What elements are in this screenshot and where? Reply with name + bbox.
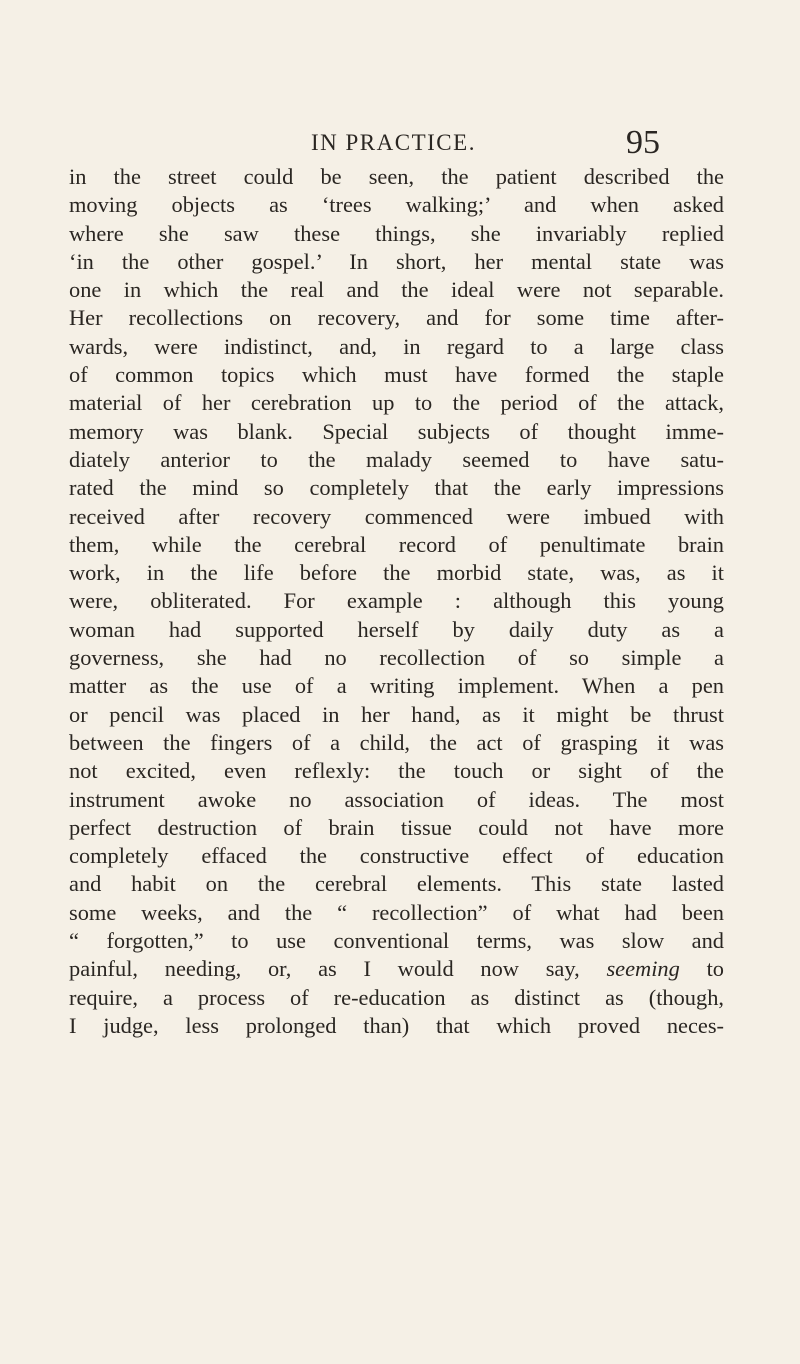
text-line: wards, were indistinct, and, in regard to a large class: [69, 333, 724, 359]
page-number: 95: [626, 124, 660, 161]
body-text: [69, 163, 724, 1040]
text-line: or pencil was placed in her hand, as it might be thrust: [69, 701, 724, 727]
text-line: them, while the cerebral record of penultimate brain: [69, 531, 724, 557]
running-head: IN PRACTICE.: [311, 130, 476, 155]
text-line: perfect destruction of brain tissue could not have more: [69, 814, 724, 840]
text-line: one in which the real and the ideal were not separable.: [69, 277, 724, 303]
text-line: received after recovery commenced were imbued with: [69, 503, 724, 529]
text-line: diately anterior to the malady seemed to have satu-: [69, 446, 724, 472]
text-line: were, obliterated. For example : although this young: [69, 588, 724, 614]
text-line: I judge, less prolonged than) that which proved neces-: [69, 1012, 724, 1038]
text-line: where she saw these things, she invariably replied: [69, 220, 724, 246]
text-segment: to: [706, 956, 724, 982]
text-line-with-italic: [69, 955, 724, 983]
text-line: of common topics which must have formed the staple: [69, 362, 724, 388]
text-line: Her recollections on recovery, and for some time after-: [69, 305, 724, 331]
italic-word: seeming: [606, 956, 680, 982]
text-line: “ forgotten,” to use conventional terms, was slow and: [69, 928, 724, 954]
text-line: instrument awoke no association of ideas. The most: [69, 786, 724, 812]
text-line: governess, she had no recollection of so simple a: [69, 645, 724, 671]
page-header: [0, 118, 800, 168]
text-line: matter as the use of a writing implement. When a pen: [69, 673, 724, 699]
text-segment: painful, needing, or, as I would now say,: [69, 956, 580, 982]
text-line: work, in the life before the morbid state, was, as it: [69, 560, 724, 586]
text-line: memory was blank. Special subjects of thought imme-: [69, 418, 724, 444]
text-line: ‘in the other gospel.’ In short, her mental state was: [69, 248, 724, 274]
text-line: moving objects as ‘trees walking;’ and when asked: [69, 192, 724, 218]
text-line: material of her cerebration up to the period of the attack,: [69, 390, 724, 416]
text-line: and habit on the cerebral elements. This state lasted: [69, 871, 724, 897]
text-line: between the fingers of a child, the act of grasping it was: [69, 729, 724, 755]
text-line: completely effaced the constructive effect of education: [69, 843, 724, 869]
text-line: woman had supported herself by daily duty as a: [69, 616, 724, 642]
text-line: in the street could be seen, the patient described the: [69, 164, 724, 189]
text-line: require, a process of re-education as distinct as (though,: [69, 984, 724, 1010]
text-line: not excited, even reflexly: the touch or sight of the: [69, 758, 724, 784]
text-line: rated the mind so completely that the early impressions: [69, 475, 724, 501]
text-line: some weeks, and the “ recollection” of what had been: [69, 899, 724, 925]
